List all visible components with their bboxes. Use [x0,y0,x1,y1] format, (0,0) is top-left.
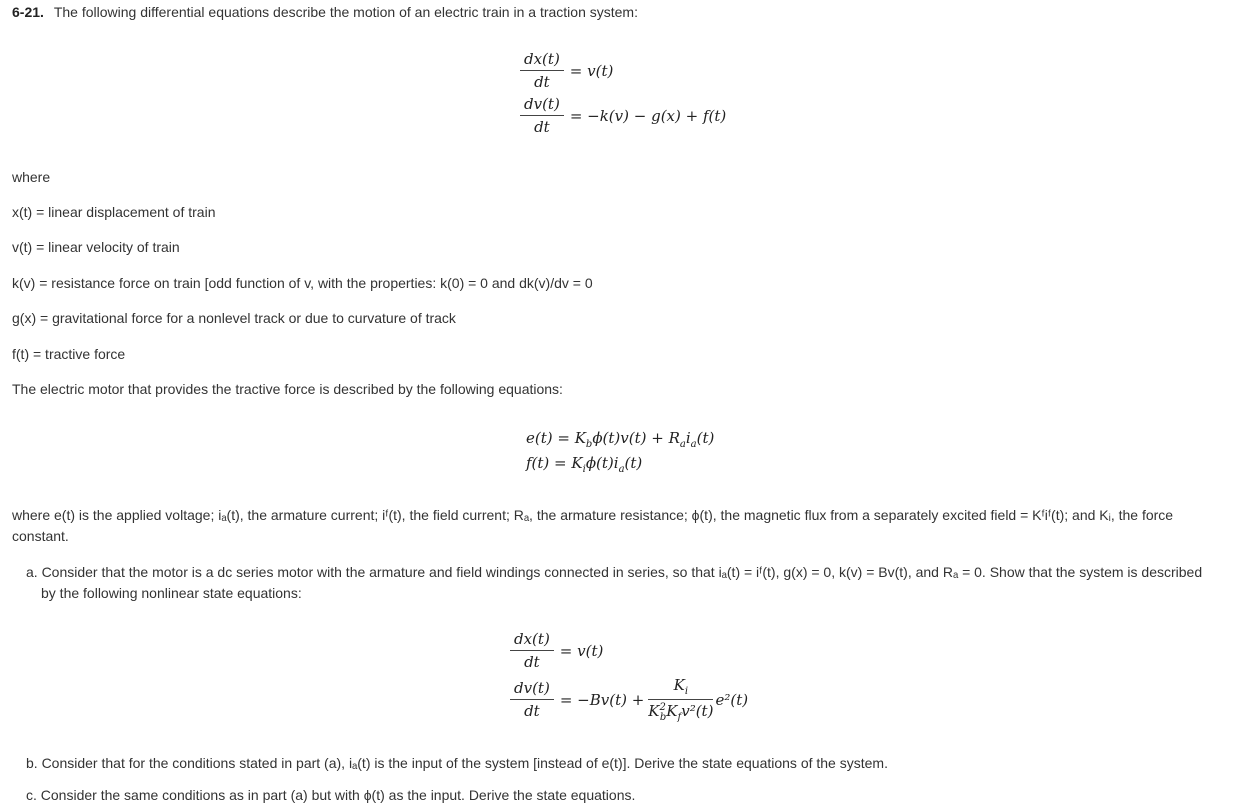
equation-rhs: = −k(v) − g(x) + f(t) [569,106,727,125]
def-v: v(t) = linear velocity of train [12,239,180,255]
eq-sub: a [618,464,625,475]
part-c: c. Consider the same conditions as in part (a) but with ϕ(t) as the input. Derive the state equations. [26,787,636,803]
def-k: k(v) = resistance force on train [odd function of v, with the properties: k(0) = 0 and dk(v)/dv = 0 [12,275,593,291]
eq-part: i [685,429,691,447]
equation-tail: e²(t) [715,690,749,709]
eq-part: (t) [624,454,643,472]
def-f: f(t) = tractive force [12,346,126,362]
problem-number: 6-21. [12,4,44,20]
eq-part: ϕ(t)v(t) + R [592,429,680,447]
equation-rhs: = v(t) [569,61,614,80]
where-label: where [12,169,51,185]
equation-dv [520,95,726,136]
where-description-line1: where e(t) is the applied voltage; iₐ(t), the armature current; iᶠ(t), the field current; Rₐ, the armature resistance; ϕ(t), the magnetic flux from a separately excited field = Kᶠiᶠ(t); and Kᵢ, the force [12,507,1174,523]
eq-sub: i [582,464,586,475]
equation-dx [520,50,613,91]
part-b: b. Consider that for the conditions stated in part (a), iₐ(t) is the input of the system [instead of e(t)]. Derive the state equations of the system. [26,755,888,771]
equation-f [526,454,642,475]
problem-intro: The following differential equations describe the motion of an electric train in a traction system: [53,4,638,20]
frac-numerator: dv(t) [510,679,554,700]
eq-part: ϕ(t)i [585,454,619,472]
fraction-ki [648,676,713,723]
where-description-line2: constant. [12,528,69,544]
frac-denominator: dt [534,73,550,91]
motor-intro: The electric motor that provides the tractive force is described by the following equations: [12,381,563,397]
frac-denominator: dt [534,118,550,136]
eq-sub: b [585,439,593,450]
frac-numerator: $K_i$ [648,676,713,700]
part-a-line1: a. Consider that the motor is a dc series motor with the armature and field windings connected in series, so that iₐ(t) = iᶠ(t), g(x) = 0, k(v) = Bv(t), and Rₐ = 0. Show that the system is described [26,564,1203,580]
eq-part: (t) [696,429,715,447]
frac-numerator: dx(t) [510,630,554,651]
eq-part: f(t) = K [526,454,583,472]
fraction-dv [510,679,554,720]
eq-sub: a [679,439,686,450]
frac-denominator: dt [524,702,540,720]
frac-denominator: dt [524,653,540,671]
equation-e [526,429,714,450]
def-g: g(x) = gravitational force for a nonlevel track or due to curvature of track [12,310,456,326]
frac-numerator: dv(t) [520,95,564,116]
fraction-dx [520,50,564,91]
frac-numerator: dx(t) [520,50,564,71]
eq-part: e(t) = K [526,429,586,447]
problem-header [12,4,638,20]
part-a-line2: by the following nonlinear state equations: [41,585,302,601]
eq-sub: a [690,439,697,450]
state-equation-dx [510,630,603,671]
frac-denominator: $K^2_bK_fv^2(t)$ [648,702,714,723]
def-x: x(t) = linear displacement of train [12,204,216,220]
equation-rhs: = −Bv(t) + [559,690,645,709]
fraction-dx [510,630,554,671]
state-equation-dv [510,676,748,723]
fraction-dv [520,95,564,136]
equation-rhs: = v(t) [559,641,604,660]
